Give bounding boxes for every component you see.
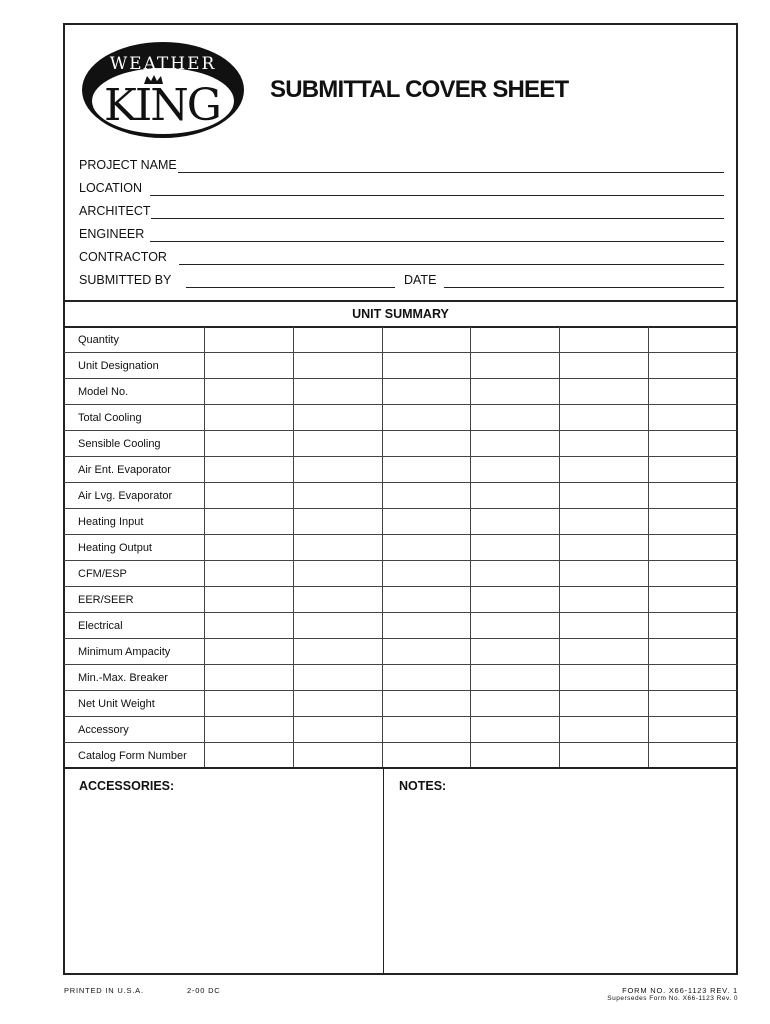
location-label: LOCATION [79, 181, 142, 195]
logo-main-word: KING [104, 80, 220, 131]
table-cell[interactable] [205, 665, 294, 691]
project-name-label: PROJECT NAME [79, 158, 177, 172]
table-cell[interactable] [382, 665, 471, 691]
table-cell[interactable] [560, 327, 649, 353]
architect-line[interactable] [151, 218, 724, 219]
project-name-line[interactable] [178, 172, 724, 173]
table-row [64, 743, 737, 769]
row-label: Unit Designation [64, 353, 205, 379]
row-label: EER/SEER [64, 587, 205, 613]
table-cell[interactable] [293, 535, 382, 561]
date-line[interactable] [444, 287, 724, 288]
table-cell[interactable] [293, 431, 382, 457]
table-cell[interactable] [471, 509, 560, 535]
row-label: CFM/ESP [64, 561, 205, 587]
table-cell[interactable] [382, 691, 471, 717]
row-label: Minimum Ampacity [64, 639, 205, 665]
contractor-label: CONTRACTOR [79, 250, 167, 264]
table-cell[interactable] [560, 353, 649, 379]
table-cell[interactable] [293, 509, 382, 535]
table-cell[interactable] [648, 587, 737, 613]
row-label: Air Lvg. Evaporator [64, 483, 205, 509]
table-cell[interactable] [560, 509, 649, 535]
row-label: Total Cooling [64, 405, 205, 431]
table-cell[interactable] [560, 561, 649, 587]
table-cell[interactable] [382, 509, 471, 535]
table-cell[interactable] [471, 353, 560, 379]
row-label: Catalog Form Number [64, 743, 205, 769]
table-cell[interactable] [471, 717, 560, 743]
table-cell[interactable] [205, 561, 294, 587]
table-cell[interactable] [648, 561, 737, 587]
table-cell[interactable] [293, 665, 382, 691]
table-cell[interactable] [471, 431, 560, 457]
table-cell[interactable] [293, 379, 382, 405]
table-row [64, 353, 737, 379]
table-cell[interactable] [205, 743, 294, 769]
table-cell[interactable] [471, 561, 560, 587]
table-cell[interactable] [471, 587, 560, 613]
table-cell[interactable] [560, 535, 649, 561]
table-cell[interactable] [382, 327, 471, 353]
table-cell[interactable] [293, 327, 382, 353]
table-cell[interactable] [382, 639, 471, 665]
table-cell[interactable] [560, 405, 649, 431]
table-cell[interactable] [382, 587, 471, 613]
table-cell[interactable] [560, 379, 649, 405]
table-cell[interactable] [648, 717, 737, 743]
table-cell[interactable] [648, 379, 737, 405]
table-row [64, 691, 737, 717]
unit-summary-table [64, 327, 737, 769]
table-cell[interactable] [648, 613, 737, 639]
table-row [64, 535, 737, 561]
contractor-field[interactable] [79, 250, 724, 268]
date-label: DATE [404, 273, 437, 287]
accessories-notes-divider [383, 768, 384, 975]
architect-field[interactable] [79, 204, 724, 222]
project-name-field[interactable] [79, 158, 724, 176]
table-cell[interactable] [648, 509, 737, 535]
table-cell[interactable] [648, 405, 737, 431]
table-cell[interactable] [648, 483, 737, 509]
table-cell[interactable] [293, 483, 382, 509]
table-cell[interactable] [293, 717, 382, 743]
printed-in-usa: PRINTED IN U.S.A. [64, 986, 144, 995]
table-cell[interactable] [293, 561, 382, 587]
table-row [64, 717, 737, 743]
table-cell[interactable] [293, 613, 382, 639]
table-cell[interactable] [648, 327, 737, 353]
table-cell[interactable] [560, 587, 649, 613]
engineer-label: ENGINEER [79, 227, 145, 241]
table-cell[interactable] [382, 353, 471, 379]
table-cell[interactable] [560, 691, 649, 717]
table-cell[interactable] [205, 613, 294, 639]
table-cell[interactable] [471, 613, 560, 639]
unit-summary-title: UNIT SUMMARY [352, 307, 449, 321]
row-label: Net Unit Weight [64, 691, 205, 717]
supersedes-note: Supersedes Form No. X66-1123 Rev. 0 [607, 995, 738, 1002]
table-cell[interactable] [205, 379, 294, 405]
print-code: 2-00 DC [187, 986, 221, 995]
table-cell[interactable] [293, 691, 382, 717]
location-field[interactable] [79, 181, 724, 199]
notes-label: NOTES: [399, 779, 447, 793]
section-divider [63, 300, 738, 302]
table-row [64, 379, 737, 405]
row-label: Model No. [64, 379, 205, 405]
form-number: FORM NO. X66-1123 REV. 1 [622, 986, 738, 995]
table-cell[interactable] [560, 717, 649, 743]
table-cell[interactable] [471, 535, 560, 561]
row-label: Quantity [64, 327, 205, 353]
table-cell[interactable] [560, 665, 649, 691]
table-cell[interactable] [382, 613, 471, 639]
table-cell[interactable] [205, 353, 294, 379]
table-row [64, 587, 737, 613]
architect-label: ARCHITECT [79, 204, 151, 218]
table-cell[interactable] [648, 353, 737, 379]
table-cell[interactable] [205, 587, 294, 613]
table-cell[interactable] [205, 535, 294, 561]
table-cell[interactable] [560, 457, 649, 483]
submitted-by-label: SUBMITTED BY [79, 273, 172, 287]
row-label: Min.-Max. Breaker [64, 665, 205, 691]
table-cell[interactable] [471, 743, 560, 769]
engineer-line[interactable] [150, 241, 724, 242]
table-cell[interactable] [382, 379, 471, 405]
table-cell[interactable] [560, 431, 649, 457]
table-cell[interactable] [205, 483, 294, 509]
table-cell[interactable] [471, 405, 560, 431]
table-row [64, 431, 737, 457]
table-row [64, 561, 737, 587]
table-row [64, 509, 737, 535]
table-cell[interactable] [471, 665, 560, 691]
section-divider [63, 767, 738, 769]
table-cell[interactable] [293, 405, 382, 431]
weather-king-logo [80, 40, 246, 140]
table-cell[interactable] [205, 691, 294, 717]
table-cell[interactable] [382, 717, 471, 743]
submitted-by-field[interactable] [79, 273, 724, 291]
table-cell[interactable] [293, 743, 382, 769]
form-title: SUBMITTAL COVER SHEET [270, 76, 569, 103]
table-cell[interactable] [293, 639, 382, 665]
table-cell[interactable] [560, 613, 649, 639]
logo-top-word: WEATHER [109, 54, 217, 74]
table-cell[interactable] [471, 457, 560, 483]
table-cell[interactable] [648, 691, 737, 717]
table-cell[interactable] [471, 639, 560, 665]
table-cell[interactable] [293, 353, 382, 379]
table-cell[interactable] [382, 561, 471, 587]
table-cell[interactable] [382, 457, 471, 483]
table-cell[interactable] [205, 431, 294, 457]
table-cell[interactable] [205, 717, 294, 743]
row-label: Sensible Cooling [64, 431, 205, 457]
accessories-label: ACCESSORIES: [79, 779, 175, 793]
table-cell[interactable] [471, 483, 560, 509]
table-row [64, 639, 737, 665]
location-line[interactable] [150, 195, 724, 196]
table-cell[interactable] [205, 405, 294, 431]
table-cell[interactable] [648, 743, 737, 769]
submitted-by-line[interactable] [186, 287, 395, 288]
contractor-line[interactable] [179, 264, 724, 265]
table-cell[interactable] [471, 379, 560, 405]
logo-trademark: TM [226, 84, 236, 90]
table-cell[interactable] [648, 665, 737, 691]
table-cell[interactable] [382, 405, 471, 431]
table-cell[interactable] [471, 691, 560, 717]
table-cell[interactable] [205, 327, 294, 353]
table-cell[interactable] [205, 457, 294, 483]
table-row [64, 457, 737, 483]
table-cell[interactable] [648, 431, 737, 457]
table-cell[interactable] [382, 743, 471, 769]
table-cell[interactable] [648, 639, 737, 665]
table-cell[interactable] [205, 639, 294, 665]
table-cell[interactable] [382, 431, 471, 457]
table-cell[interactable] [382, 483, 471, 509]
table-cell[interactable] [560, 743, 649, 769]
table-row [64, 483, 737, 509]
table-row [64, 327, 737, 353]
row-label: Electrical [64, 613, 205, 639]
row-label: Accessory [64, 717, 205, 743]
table-row [64, 665, 737, 691]
table-cell[interactable] [382, 535, 471, 561]
table-cell[interactable] [205, 509, 294, 535]
row-label: Heating Output [64, 535, 205, 561]
table-cell[interactable] [293, 587, 382, 613]
row-label: Air Ent. Evaporator [64, 457, 205, 483]
row-label: Heating Input [64, 509, 205, 535]
table-cell[interactable] [648, 535, 737, 561]
engineer-field[interactable] [79, 227, 724, 245]
table-cell[interactable] [471, 327, 560, 353]
table-cell[interactable] [560, 483, 649, 509]
table-cell[interactable] [560, 639, 649, 665]
table-cell[interactable] [293, 457, 382, 483]
table-row [64, 405, 737, 431]
table-row [64, 613, 737, 639]
table-cell[interactable] [648, 457, 737, 483]
